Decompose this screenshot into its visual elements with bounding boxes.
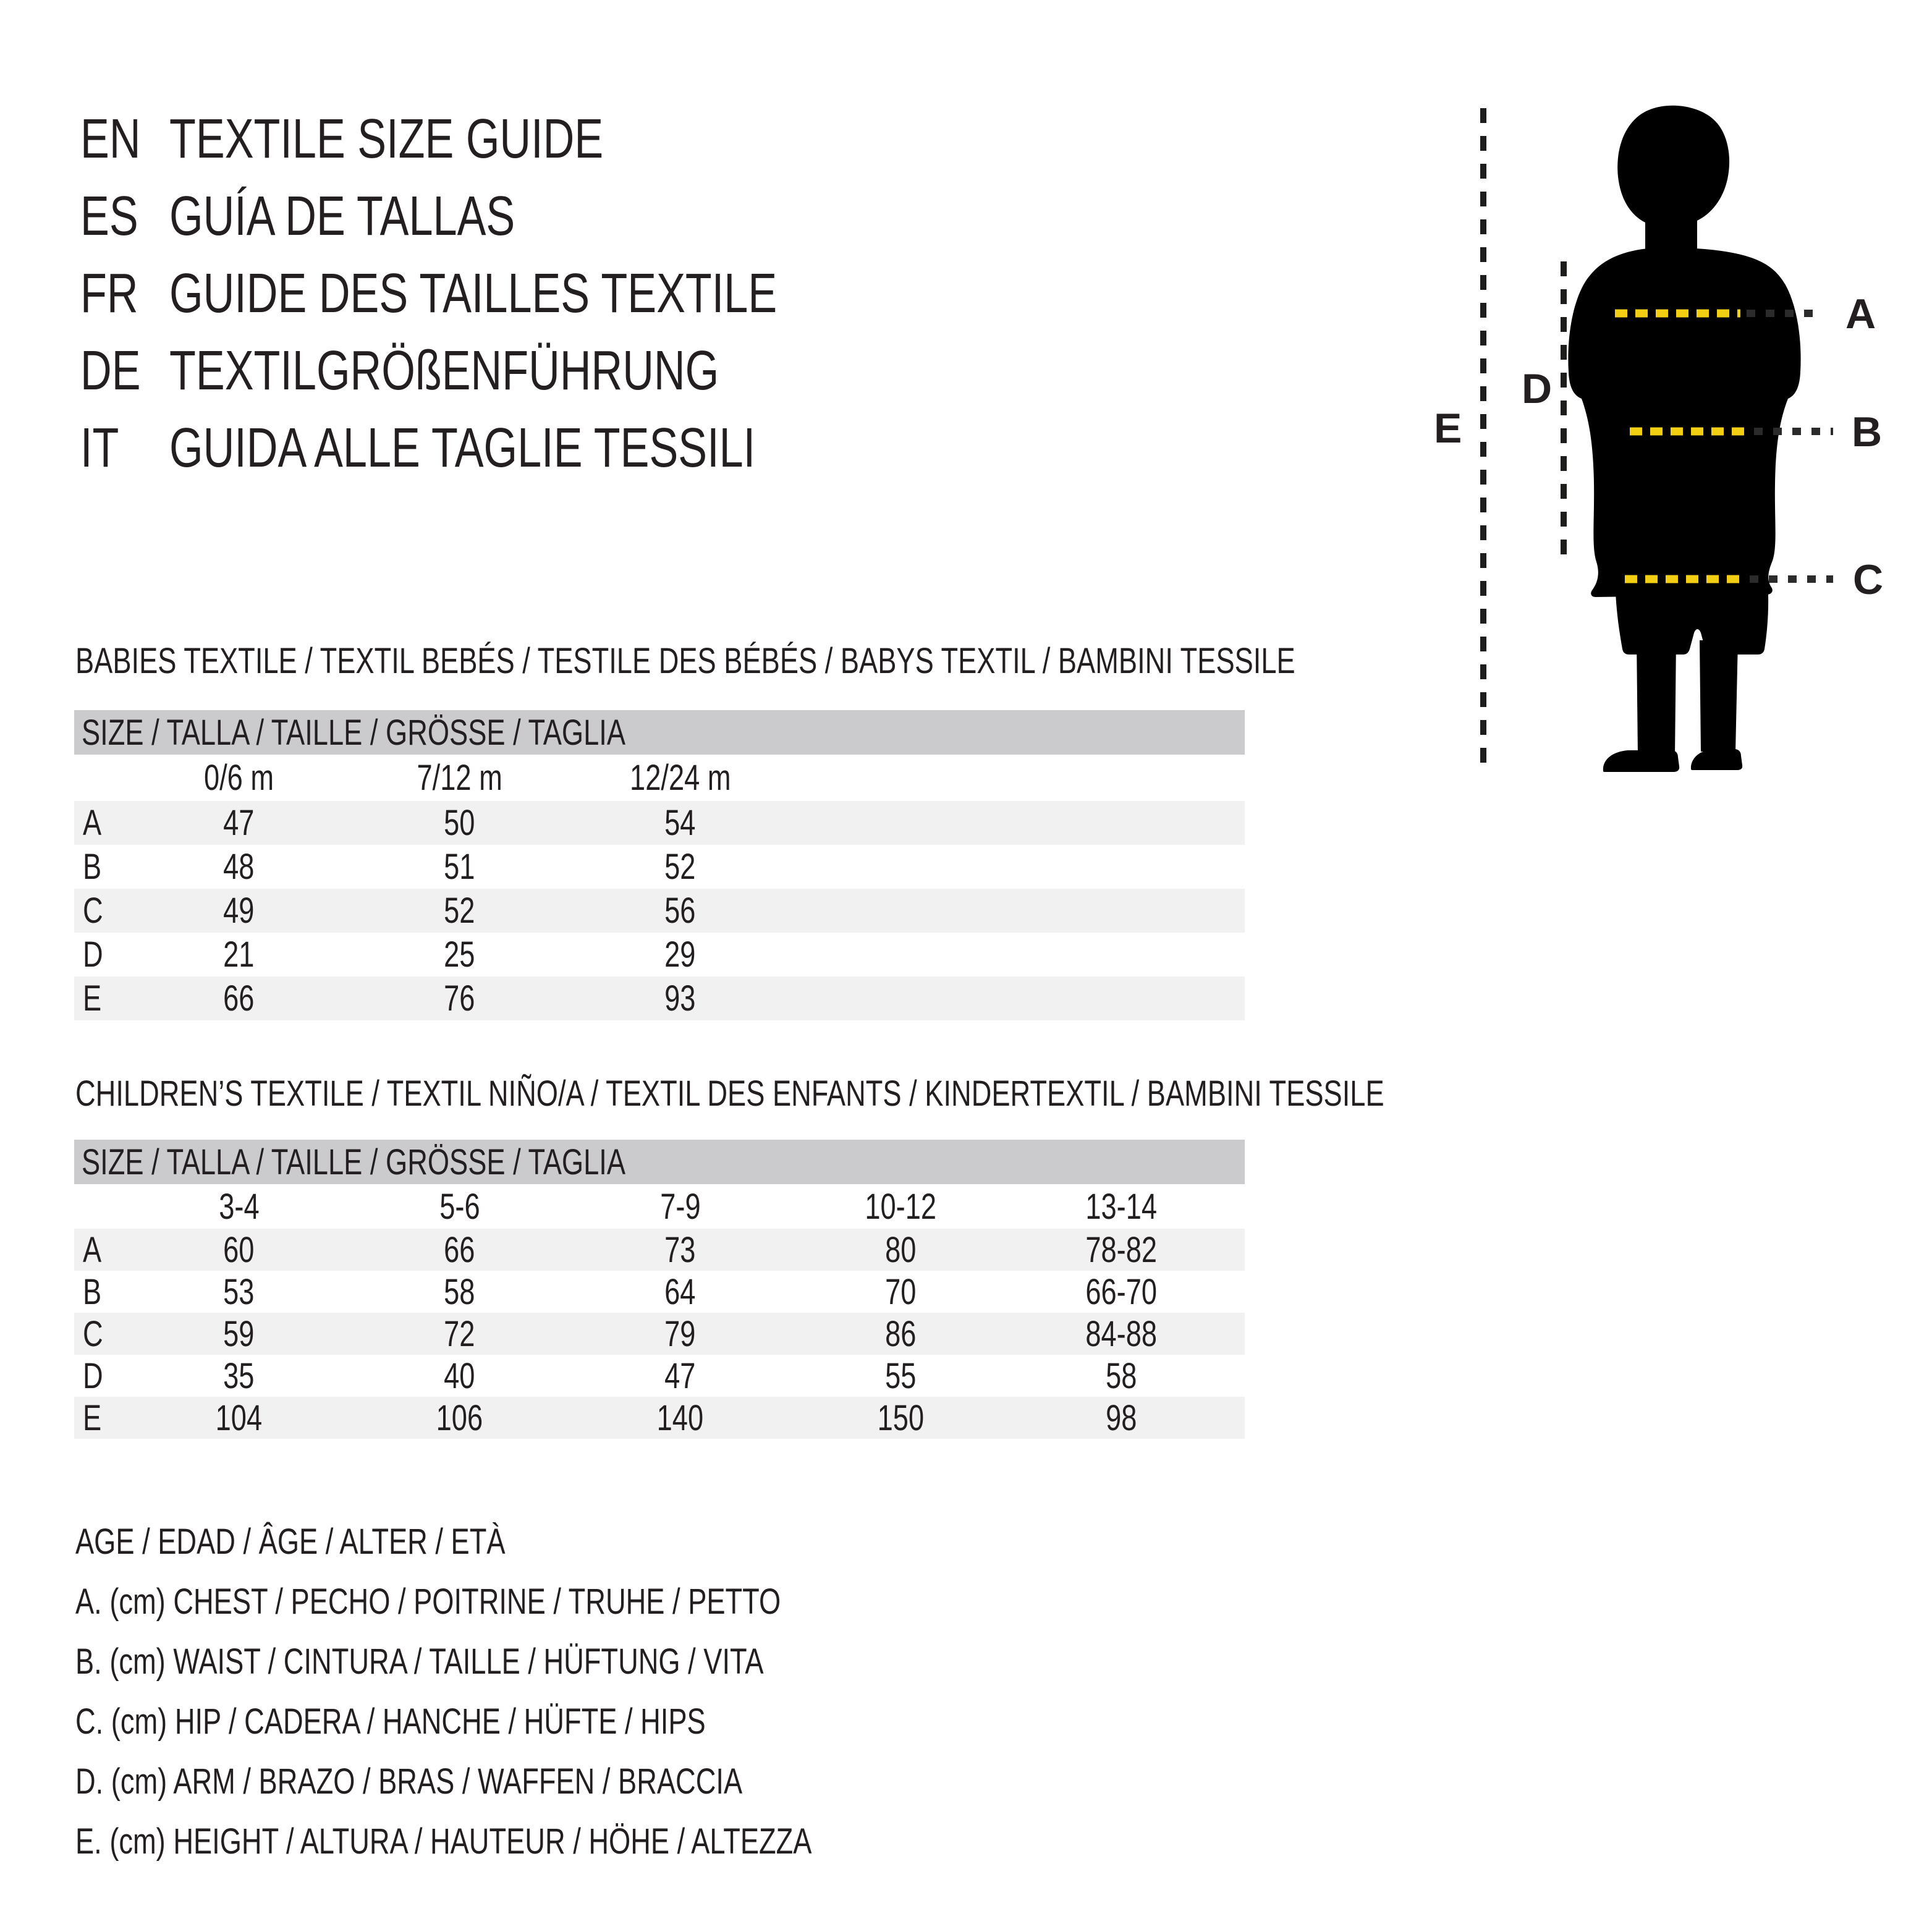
table-row-d: [74, 1355, 1245, 1397]
column-header: 7/12 m: [417, 758, 502, 798]
row-label: E: [83, 978, 102, 1019]
column-header: 5-6: [439, 1186, 480, 1227]
value-cell: 50: [444, 803, 475, 843]
value-cell: 56: [664, 891, 696, 931]
label-d: D: [1522, 365, 1553, 412]
table-row-d: [74, 933, 1245, 977]
value-cell: 52: [664, 847, 696, 887]
measurement-legend: [75, 1512, 1020, 1871]
silhouette-left-shoe: [1603, 750, 1679, 772]
children-size-table: [74, 1140, 1245, 1439]
legend-line-arm: D. (cm) ARM / BRAZO / BRAS / WAFFEN / BRACCIA: [75, 1761, 743, 1802]
value-cell: 58: [1106, 1355, 1137, 1396]
legend-line-age: AGE / EDAD / ÂGE / ALTER / ETÀ: [75, 1522, 506, 1562]
value-cell: 104: [215, 1397, 263, 1438]
page-title-en: TEXTILE SIZE GUIDE: [169, 108, 604, 170]
table-row-a: [74, 801, 1245, 845]
language-row-it: [80, 410, 948, 487]
babies-section-heading-text: BABIES TEXTILE / TEXTIL BEBÉS / TESTILE DES BÉBÉS / BABYS TEXTIL / BAMBINI TESSILE: [75, 641, 1295, 681]
children-section-heading: [75, 1075, 1753, 1112]
value-cell: 40: [444, 1355, 475, 1396]
value-cell: 48: [223, 847, 255, 887]
value-cell: 25: [444, 934, 475, 975]
row-label: A: [83, 1229, 102, 1270]
label-c: C: [1853, 556, 1884, 603]
label-b: B: [1852, 409, 1883, 455]
silhouette-shirt: [1568, 248, 1800, 597]
table-row-c: [74, 889, 1245, 933]
table-row-c: [74, 1313, 1245, 1355]
value-cell: 98: [1106, 1397, 1137, 1438]
value-cell: 47: [664, 1355, 696, 1396]
value-cell: 54: [664, 803, 696, 843]
table-row-b: [74, 1271, 1245, 1313]
value-cell: 60: [223, 1229, 255, 1270]
row-label: E: [83, 1397, 102, 1438]
value-cell: 73: [664, 1229, 696, 1270]
label-e: E: [1434, 405, 1462, 452]
children-section-heading-text: CHILDREN’S TEXTILE / TEXTIL NIÑO/A / TEXTIL DES ENFANTS / KINDERTEXTIL / BAMBINI TESSILE: [75, 1074, 1384, 1114]
value-cell: 53: [223, 1271, 255, 1312]
value-cell: 51: [444, 847, 475, 887]
row-label: D: [83, 934, 103, 975]
children-size-bar-text: SIZE / TALLA / TAILLE / GRÖSSE / TAGLIA: [82, 1142, 626, 1182]
value-cell: 70: [885, 1271, 917, 1312]
value-cell: 35: [223, 1355, 255, 1396]
value-cell: 106: [436, 1397, 483, 1438]
page-title-es: GUÍA DE TALLAS: [169, 185, 515, 247]
legend-line-height: E. (cm) HEIGHT / ALTURA / HAUTEUR / HÖHE / ALTEZZA: [75, 1821, 812, 1862]
silhouette-head: [1617, 106, 1729, 261]
value-cell: 78-82: [1085, 1229, 1158, 1270]
value-cell: 140: [656, 1397, 704, 1438]
row-label: B: [83, 847, 102, 887]
value-cell: 21: [223, 934, 255, 975]
label-a: A: [1845, 290, 1876, 337]
page-title-fr: GUIDE DES TAILLES TEXTILE: [169, 263, 777, 324]
row-label: D: [83, 1355, 103, 1396]
value-cell: 79: [664, 1313, 696, 1354]
language-code: ES: [80, 185, 138, 247]
language-code: EN: [80, 108, 141, 170]
legend-line-waist: B. (cm) WAIST / CINTURA / TAILLE / HÜFTUNG / VITA: [75, 1642, 764, 1682]
column-header: 7-9: [659, 1186, 701, 1227]
row-label: B: [83, 1271, 102, 1312]
row-label: C: [83, 1313, 103, 1354]
value-cell: 49: [223, 891, 255, 931]
value-cell: 80: [885, 1229, 917, 1270]
row-label: A: [83, 803, 102, 843]
table-row-e: [74, 1397, 1245, 1439]
page-title-it: GUIDA ALLE TAGLIE TESSILI: [169, 417, 756, 479]
column-header: 12/24 m: [629, 758, 731, 798]
value-cell: 64: [664, 1271, 696, 1312]
table-row-e: [74, 977, 1245, 1020]
value-cell: 66-70: [1085, 1271, 1158, 1312]
language-row-de: [80, 333, 948, 410]
value-cell: 66: [223, 978, 255, 1019]
value-cell: 29: [664, 934, 696, 975]
column-header: 10-12: [865, 1186, 937, 1227]
value-cell: 59: [223, 1313, 255, 1354]
language-row-es: [80, 178, 948, 255]
value-cell: 47: [223, 803, 255, 843]
value-cell: 76: [444, 978, 475, 1019]
language-row-en: [80, 101, 948, 178]
legend-line-chest: A. (cm) CHEST / PECHO / POITRINE / TRUHE / PETTO: [75, 1582, 781, 1622]
value-cell: 72: [444, 1313, 475, 1354]
language-title-block: [80, 101, 948, 487]
babies-column-header-row: [74, 755, 1245, 801]
babies-section-heading: [75, 643, 1639, 680]
language-code: DE: [80, 340, 141, 402]
value-cell: 55: [885, 1355, 917, 1396]
value-cell: 52: [444, 891, 475, 931]
column-header: 3-4: [218, 1186, 260, 1227]
language-code: FR: [80, 263, 138, 324]
value-cell: 58: [444, 1271, 475, 1312]
value-cell: 66: [444, 1229, 475, 1270]
legend-line-hip: C. (cm) HIP / CADERA / HANCHE / HÜFTE / HIPS: [75, 1701, 706, 1742]
table-row-a: [74, 1229, 1245, 1271]
children-size-bar: [74, 1140, 1245, 1184]
babies-size-bar: [74, 710, 1245, 755]
silhouette-right-shoe: [1691, 749, 1742, 770]
value-cell: 84-88: [1085, 1313, 1158, 1354]
babies-size-bar-text: SIZE / TALLA / TAILLE / GRÖSSE / TAGLIA: [82, 712, 626, 753]
value-cell: 93: [664, 978, 696, 1019]
babies-size-table: [74, 710, 1245, 1020]
language-row-fr: [80, 255, 948, 333]
column-header: 0/6 m: [203, 758, 274, 798]
column-header: 13-14: [1085, 1186, 1158, 1227]
silhouette-right-leg: [1700, 640, 1738, 752]
language-code: IT: [80, 417, 119, 479]
value-cell: 150: [877, 1397, 925, 1438]
children-column-header-row: [74, 1184, 1245, 1229]
row-label: C: [83, 891, 103, 931]
page-title-de: TEXTILGRÖßENFÜHRUNG: [169, 340, 719, 402]
table-row-b: [74, 845, 1245, 889]
value-cell: 86: [885, 1313, 917, 1354]
silhouette-left-leg: [1637, 640, 1676, 755]
